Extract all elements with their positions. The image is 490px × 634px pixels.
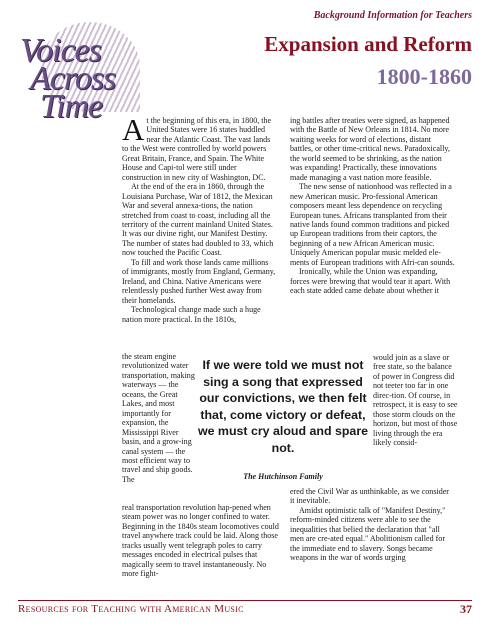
- column-left-bottom: real transportation revolution hap-pened when steam power was no longer confined to water. Beginning in the 1840s steam locomotives could travel anywhere track could be laid. Along those tracks usually went telegraph poles to carry messages encoded in electrical pulses that magically seem to travel instantaneously. No more fight-: [122, 503, 279, 579]
- section-label: Background Information for Teachers: [313, 10, 472, 21]
- paragraph-2: At the end of the era in 1860, through the Louisiana Purchase, War of 1812, the Mexican War and several annexa-tions, the nation stretched from coast to coast, including all the territory of the current mainland United States. It was our divine right, our Manifest Destiny. The number of states had doubled to 33, which now touched the Pacific Coast.: [122, 182, 274, 258]
- logo-word-voices: Voices: [20, 32, 101, 69]
- column-right: [290, 116, 455, 296]
- footer-divider: [18, 600, 472, 601]
- paragraph-4: Technological change made such a huge nation more practical. In the 1810s,: [122, 305, 261, 324]
- page-number: 37: [460, 602, 472, 616]
- wrap-text-left: the steam engine revolutionized water transportation, making waterways — the oceans, the Great Lakes, and most importantly for expansion, the Mississippi River basin, and a grow-ing canal system — the most efficient way to travel and ship goods. The: [122, 352, 195, 484]
- paragraph-9: Amidst optimistic talk of "Manifest Destiny," reform-minded citizens were able to see the inequalities that belied the declaration that "all men are cre-ated equal." Abolitionism called for the immediate end to slavery. Songs became weapons in the war of words urging: [290, 505, 446, 563]
- column-left: [122, 112, 277, 324]
- paragraph-5: ing battles after treaties were signed, as happened with the Battle of New Orleans in 1814. No more waiting weeks for word of elections, distant battles, or other time-critical news. Paradoxically, the world seemed to be shrinking, as the nation was expanding! Practically, these innovations made managing a vast nation more feasible.: [290, 116, 450, 182]
- column-right-bottom: [290, 487, 455, 563]
- paragraph-8: ered the Civil War as unthinkable, as we consider it inevitable.: [290, 487, 449, 506]
- logo-word-across: Across: [30, 60, 116, 97]
- page-title: Expansion and Reform: [264, 32, 472, 56]
- paragraph-1-text: t the beginning of this era, in 1800, the United States were 16 states huddled near the Atlantic Coast. The vast lands to the West were controlled by world powers Great Britain, France, and Spain. The White House and Capi-tol were still under construction in new city of Washington, DC.: [122, 116, 272, 182]
- drop-cap: A: [122, 112, 145, 147]
- paragraph-6: The new sense of nationhood was reflected in a new American music. Pro-fessional American composers meant less dependence on recycling European tunes. Africans transplanted from their native lands found common traditions and picked up European traditions from their captors, the beginning of a new African American music. Uniquely American popular music melded ele-ments of European traditions with Afri-can sounds.: [290, 182, 455, 267]
- paragraph-7: Ironically, while the Union was expanding, forces were brewing that would tear it apart. With each state added came debate about whether it: [290, 267, 451, 296]
- quote-attribution: The Hutchinson Family: [243, 472, 323, 481]
- voices-across-time-logo: [18, 14, 143, 124]
- footer-title: Resources for Teaching with American Music: [18, 603, 244, 615]
- paragraph-1: [122, 112, 277, 182]
- logo-word-time: Time: [40, 88, 103, 125]
- wrap-text-right: would join as a slave or free state, so the balance of power in Congress did not teeter too far in one direc-tion. Of course, in retrospect, it is easy to see those storm clouds on the horizon, but most of those living through the era likely consid-: [373, 353, 458, 448]
- pull-quote: If we were told we must not sing a song that expressed our convictions, we then felt that, come victory or defeat, we must cry aloud and spare not.: [197, 358, 369, 455]
- paragraph-3: To fill and work those lands came millions of immigrants, mostly from England, Germany, Ireland, and China. Native Americans were relentlessly pushed further West away from their homelands.: [122, 257, 276, 305]
- era-years: 1800-1860: [376, 64, 472, 89]
